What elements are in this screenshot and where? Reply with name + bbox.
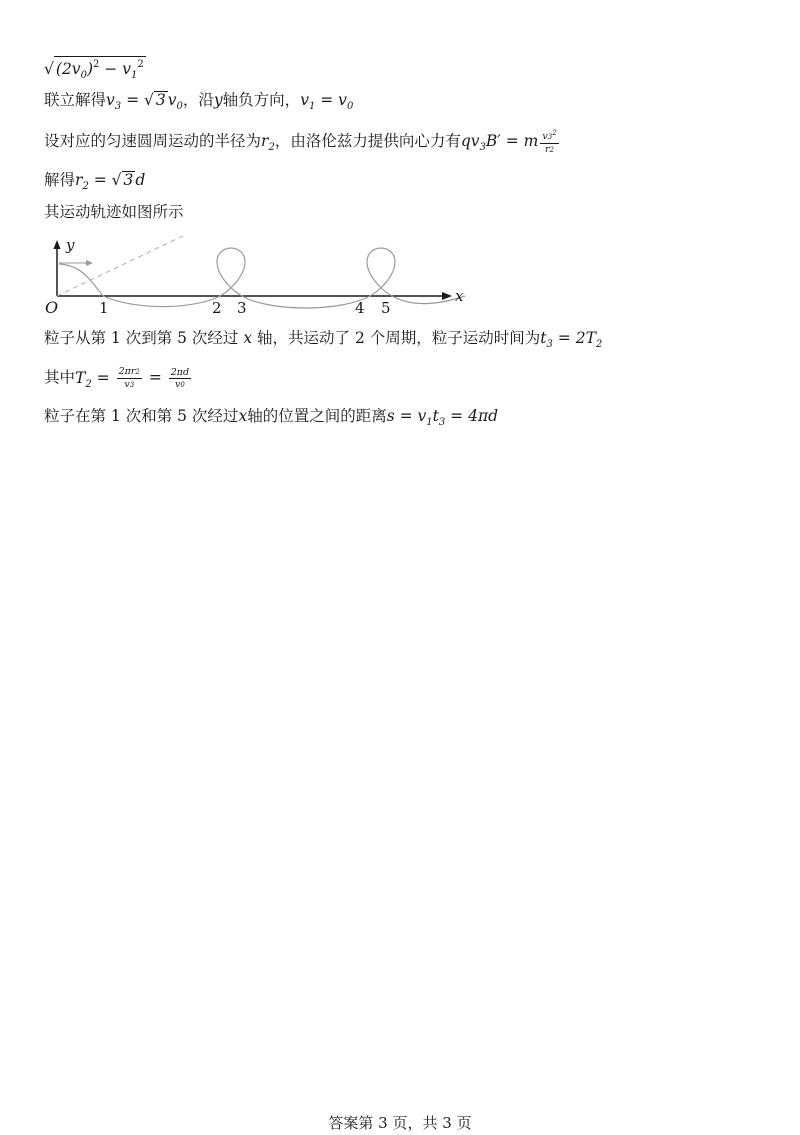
text-trajectory: 其运动轨迹如图所示 (44, 203, 184, 221)
text-where-prefix: 其中 (44, 368, 76, 387)
crossing-label-3: 3 (237, 299, 247, 316)
x-axis-label: x (455, 287, 464, 305)
text-solve-prefix: 联立解得 (44, 91, 107, 109)
equation-lorentz-force: 设对应的匀速圆周运动的半径为$r_2$，由洛伦兹力提供向心力有$qv_3B' = m$ $\frac{v3^2}{r2}$ (44, 129, 557, 155)
fraction-2pi-r2-over-v3: $\frac{2\pi r2}{v3}$ (118, 366, 140, 390)
crossing-label-1: 1 (99, 299, 109, 316)
text-distance: 粒子在第 1 次和第 5 次经过x轴的位置之间的距离$s = v_1t_3 = 4\pi d$ (44, 407, 499, 428)
text-radius-intro: 设对应的匀速圆周运动的半径为 (44, 132, 262, 150)
x-axis-arrow (442, 292, 452, 300)
crossing-label-4: 4 (355, 299, 365, 316)
text-distance-part1: 粒子在第 1 次和第 5 次经过 (44, 407, 239, 425)
text-trajectory-caption (44, 202, 184, 222)
crossing-label-2: 2 (212, 299, 222, 316)
text-lorentz-intro: ，由洛伦兹力提供向心力有 (274, 132, 461, 150)
trajectory-svg (40, 236, 480, 316)
fraction-v3sq-over-r2: $\frac{v3^2}{r2}$ (542, 129, 557, 155)
trajectory-figure (40, 236, 480, 320)
fraction-2pi-d-over-v0: $\frac{2\pi d}{v0}$ (170, 366, 190, 390)
origin-label: O (45, 298, 59, 316)
dashed-line (57, 236, 187, 296)
sqrt-symbol: √ (44, 60, 54, 78)
radicand-text: (2v (55, 60, 81, 78)
trajectory-path (59, 248, 465, 308)
y-axis-arrow (54, 240, 61, 249)
text-motion-part2: 轴，共运动了 2 个周期，粒子运动时间为 (252, 329, 541, 347)
crossing-label-5: 5 (381, 299, 391, 316)
equation-sqrt-velocity (44, 56, 146, 84)
radicand: $(2v_0)^2 - v_1^2$ (54, 56, 146, 84)
text-negative-direction: 轴负方向， (222, 91, 301, 109)
equation-r2: 解得$r_2$ = √ 3 d (44, 171, 146, 192)
text-motion-part1: 粒子从第 1 次到第 5 次经过 (44, 329, 244, 347)
page-footer: 答案第 3 页，共 3 页 (328, 1114, 472, 1132)
text-solve-r2-prefix: 解得 (44, 171, 76, 189)
velocity-arrowhead (86, 260, 93, 266)
equation-solve-v3: 联立解得$v_3$ = √ 3 $v_0$，沿y轴负方向，$v_1 = v_0$ (44, 91, 354, 112)
text-motion-time: 粒子从第 1 次到第 5 次经过 x 轴，共运动了 2 个周期，粒子运动时间为$t_3 = 2T_2$ (44, 329, 603, 350)
text-along: ，沿 (182, 91, 214, 109)
equation-period: 其中$T_2$ = $\frac{2\pi r2}{v3}$ = $\frac{2\pi d}{v0}$ (44, 366, 190, 390)
y-axis-label: y (66, 236, 75, 254)
text-distance-part2: 轴的位置之间的距离 (247, 407, 387, 425)
